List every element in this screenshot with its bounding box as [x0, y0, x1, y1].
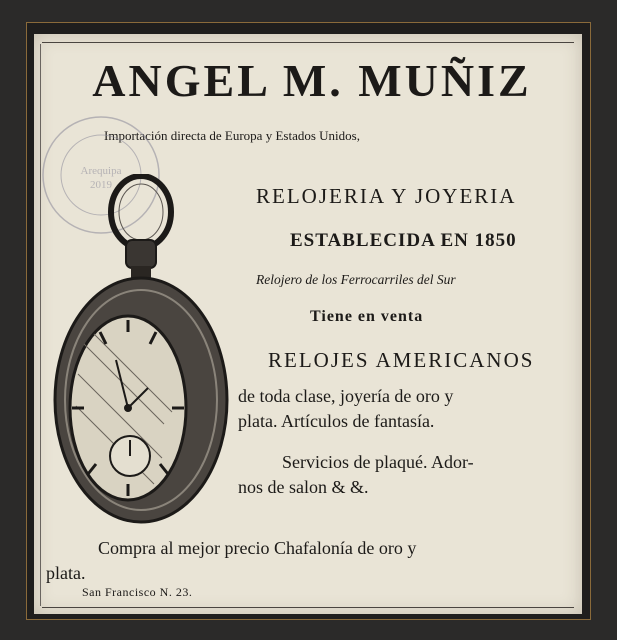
body-paragraph-1: de toda clase, joyería de oro y plata. Artículos de fantasía. — [238, 386, 454, 431]
svg-text:2019: 2019 — [90, 179, 112, 191]
top-rule — [42, 42, 574, 43]
pocket-watch-icon — [44, 174, 234, 524]
bottom-rule — [42, 607, 574, 608]
newspaper-ad — [34, 34, 582, 614]
body-paragraph-2: Servicios de plaqué. Ador- nos de salon & &. — [238, 452, 474, 497]
established-line: ESTABLECIDA EN 1850 — [290, 230, 517, 251]
relojero-line: Relojero de los Ferrocarriles del Sur — [256, 272, 456, 287]
svg-text:Arequipa: Arequipa — [80, 165, 122, 177]
body-paragraph-3: Compra al mejor precio Chafalonía de oro y plata. — [46, 538, 417, 583]
ad-title: ANGEL M. MUÑIZ — [92, 55, 532, 106]
watches-heading: RELOJES AMERICANOS — [268, 348, 535, 372]
relojeria-heading: RELOJERIA Y JOYERIA — [256, 184, 517, 208]
for-sale-line: Tiene en venta — [310, 308, 424, 325]
ad-subtitle: Importación directa de Europa y Estados Unidos, — [104, 128, 360, 143]
address-line: San Francisco N. 23. — [82, 585, 193, 599]
